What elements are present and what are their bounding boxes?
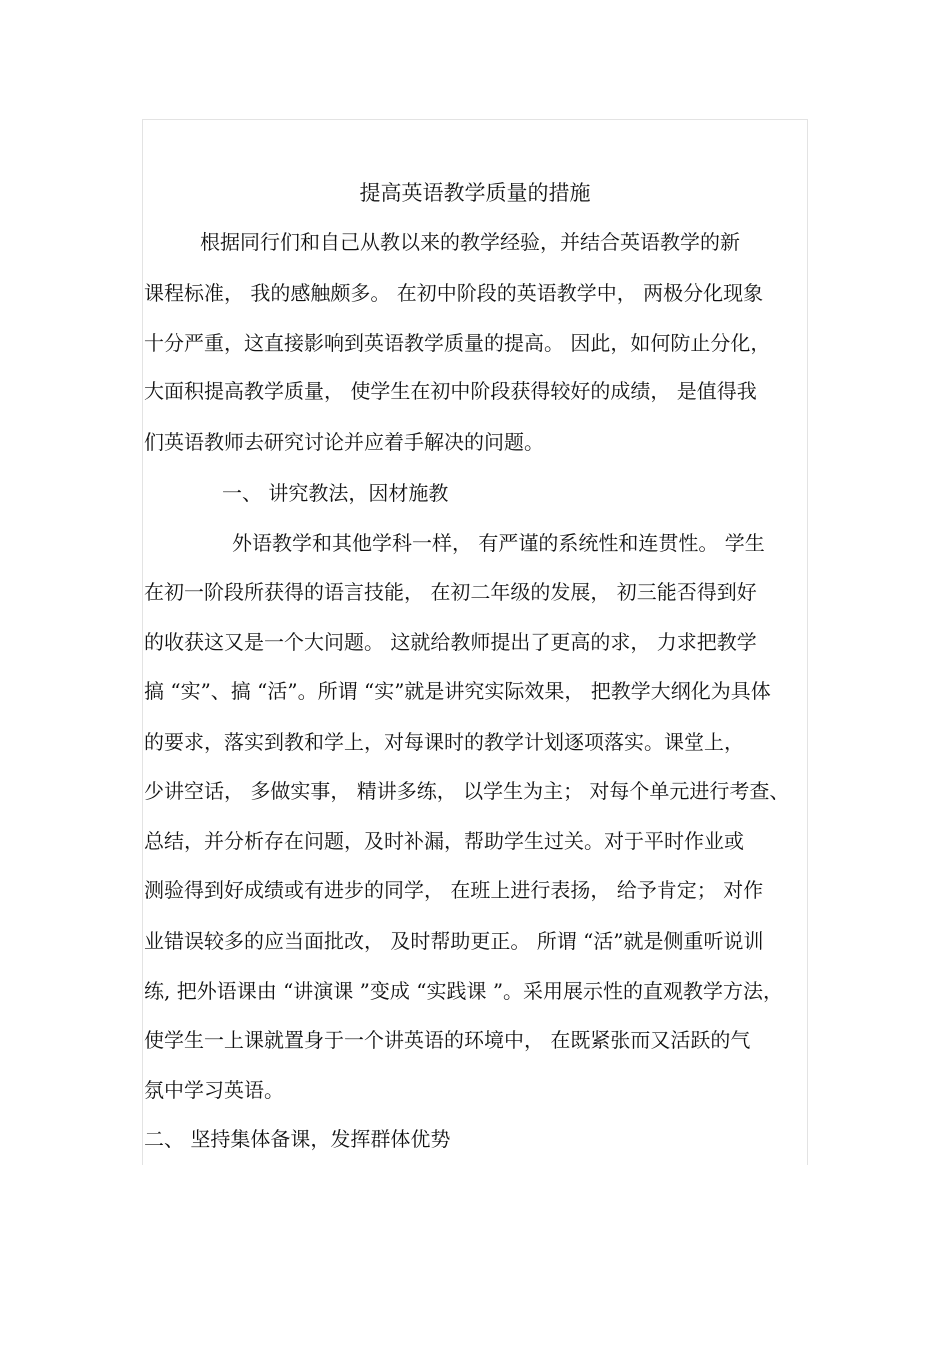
paragraph-line: 的要求，落实到教和学上，对每课时的教学计划逐项落实。课堂上， [144, 730, 744, 754]
paragraph-line: 大面积提高教学质量， 使学生在初中阶段获得较好的成绩， 是值得我 [144, 379, 757, 403]
section-heading: 一、 讲究教法，因材施教 [222, 481, 449, 505]
paragraph-line: 少讲空话， 多做实事， 精讲多练， 以学生为主； 对每个单元进行考查、 [144, 779, 790, 803]
paragraph-line: 测验得到好成绩或有进步的同学， 在班上进行表扬， 给予肯定； 对作 [144, 878, 764, 902]
paragraph-line: 课程标准， 我的感触颇多。 在初中阶段的英语教学中， 两极分化现象 [144, 281, 764, 305]
paragraph-line: 的收获这又是一个大问题。 这就给教师提出了更高的求， 力求把教学 [144, 630, 757, 654]
paragraph-line: 搞 “实”、搞 “活”。所谓 “实”就是讲究实际效果， 把教学大纲化为具体 [144, 679, 771, 703]
paragraph-line: 外语教学和其他学科一样， 有严谨的系统性和连贯性。 学生 [232, 531, 765, 555]
paragraph-line: 十分严重，这直接影响到英语教学质量的提高。 因此，如何防止分化， [144, 331, 771, 355]
paragraph-line: 在初一阶段所获得的语言技能， 在初二年级的发展， 初三能否得到好 [144, 580, 757, 604]
paragraph-line: 们英语教师去研究讨论并应着手解决的问题。 [144, 430, 544, 454]
paragraph-line: 使学生一上课就置身于一个讲英语的环境中， 在既紧张而又活跃的气 [144, 1028, 751, 1052]
paragraph-line: 根据同行们和自己从教以来的教学经验，并结合英语教学的新 [200, 230, 740, 254]
paragraph-line: 总结，并分析存在问题，及时补漏，帮助学生过关。对于平时作业或 [144, 829, 744, 853]
paragraph-line: 氛中学习英语。 [144, 1078, 284, 1102]
section-heading: 二、 坚持集体备课，发挥群体优势 [144, 1127, 451, 1151]
paragraph-line: 业错误较多的应当面批改， 及时帮助更正。 所谓 “活”就是侧重听说训 [144, 929, 764, 953]
document-title: 提高英语教学质量的措施 [359, 181, 591, 205]
paragraph-line: 练, 把外语课由 “讲演课 ”变成 “实践课 ”。采用展示性的直观教学方法， [144, 979, 784, 1003]
